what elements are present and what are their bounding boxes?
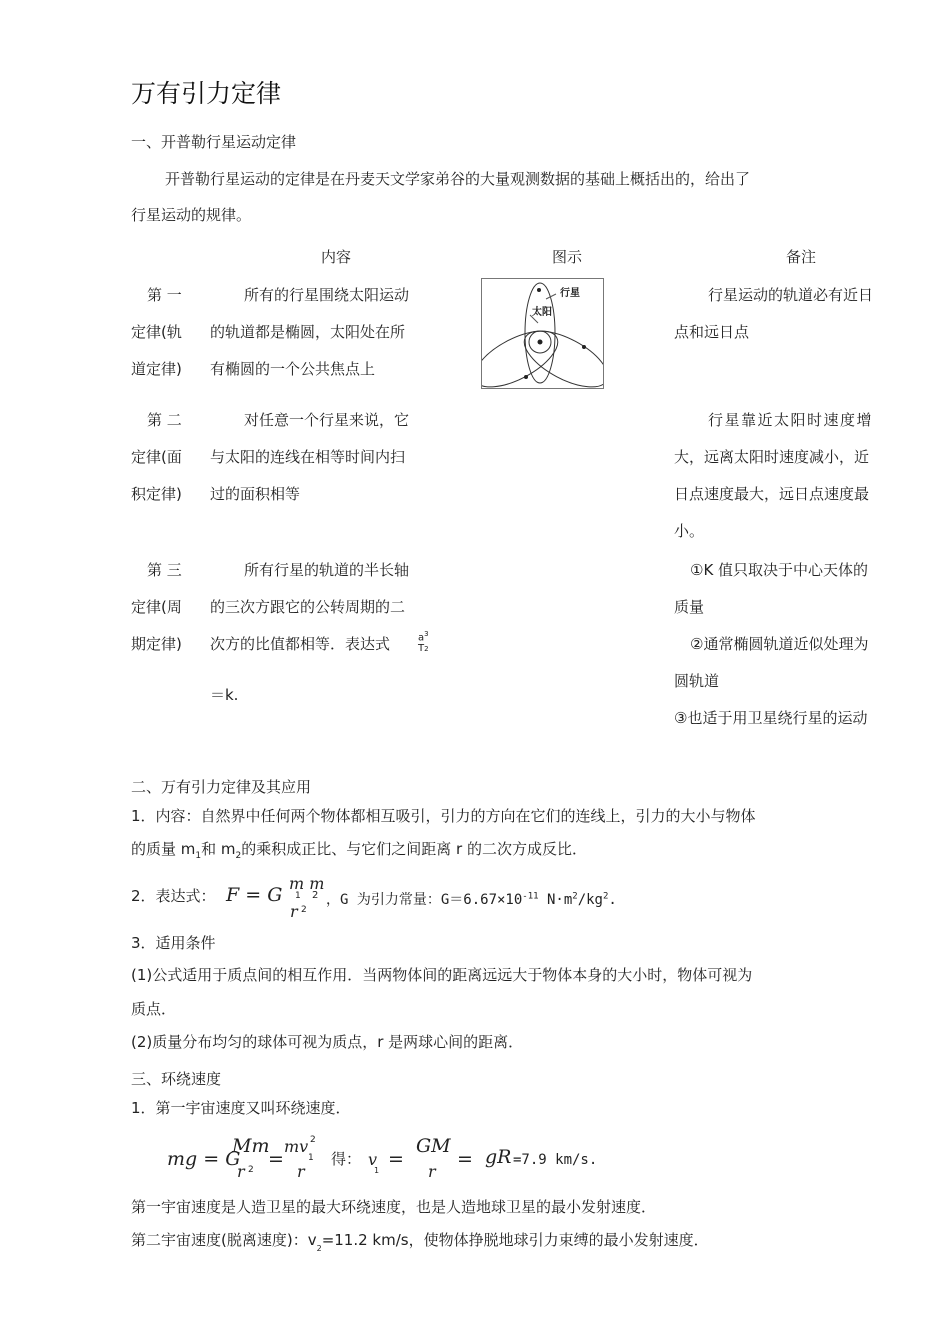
formula-GM: GM [416, 1135, 451, 1157]
row2-note-line4: 小。 [674, 522, 705, 540]
condition1-line1: (1)公式适用于质点间的相互作用．当两物体间的距离远远大于物体本身的大小时，物体可视为 [131, 966, 753, 984]
first-cosmic-velocity-title: 1．第一宇宙速度又叫环绕速度． [131, 1099, 351, 1117]
gravity-formula-sub1: 1 [295, 891, 301, 901]
gravity-formula-label: 2．表达式： [131, 887, 216, 905]
conditions-heading: 3．适用条件 [131, 934, 216, 952]
sun-label: 太阳 [532, 307, 552, 318]
gravity-formula-sub2: 2 [312, 890, 319, 901]
row1-label-line2: 定律(轨 [131, 323, 182, 341]
row2-label-line1: 第 二 [147, 411, 182, 429]
planet-dot-top [537, 288, 541, 292]
planet-dot-bottom [524, 375, 528, 379]
formula-mv-sub: 1 [308, 1153, 314, 1163]
row1-content-line2: 的轨道都是椭圆，太阳处在所 [210, 323, 406, 341]
sun-dot [538, 340, 543, 345]
row3-content-line2: 的三次方跟它的公转周期的二 [210, 598, 406, 616]
row2-label-line3: 积定律) [131, 485, 182, 503]
row3-label-line1: 第 三 [147, 561, 182, 579]
formula-r2-exp: 2 [248, 1165, 254, 1175]
row1-note-line2: 点和远日点 [674, 323, 750, 341]
section3-heading: 三、环绕速度 [131, 1070, 222, 1088]
second-cosmic-velocity: 第二宇宙速度(脱离速度)：$v_2=11.2$ km/s，使物体挣脱地球引力束缚的最小发射速度． [131, 1231, 709, 1253]
section1-intro-line1: 开普勒行星运动的定律是在丹麦天文学家弟谷的大量观测数据的基础上概括出的，给出了 [165, 170, 751, 188]
formula-v-sub: 1 [374, 1166, 380, 1175]
formula-mg: mg = G [167, 1148, 241, 1170]
row2-note-line3: 日点速度最大，远日点速度最 [674, 485, 870, 503]
formula-mv-exp: 2 [310, 1135, 316, 1145]
row2-content-line3: 过的面积相等 [210, 485, 301, 503]
row2-note-line1: 行星靠近太阳时速度增 [708, 411, 874, 429]
formula-gR: gR [485, 1146, 512, 1168]
formula-eq3: = [388, 1148, 404, 1170]
formula-eq2: = [268, 1148, 284, 1170]
table-header-note: 备注 [786, 248, 817, 266]
row3-label-line3: 期定律) [131, 635, 182, 653]
row3-content-line1: 所有行星的轨道的半长轴 [244, 561, 410, 579]
formula-de: 得： [331, 1150, 362, 1168]
formula-eq4: = [457, 1148, 473, 1170]
orbit-right [516, 320, 603, 388]
row3-note-line2: 质量 [674, 598, 705, 616]
formula-Mm: Mm [232, 1135, 270, 1157]
row3-note-line1: ①K 值只取决于中心天体的 [690, 561, 869, 579]
formula-result: =7.9 km/s. [513, 1152, 598, 1168]
row2-label-line2: 定律(面 [131, 448, 182, 466]
gravity-content-line2: 的质量 $m_1$和 $m_2$的乘积成正比、与它们之间距离 r 的二次方成反比． [131, 840, 587, 861]
row3-note-line5: ③也适于用卫星绕行星的运动 [674, 709, 868, 727]
formula-r3: r [428, 1162, 436, 1181]
planet-dot-right [582, 345, 586, 349]
section2-heading: 二、万有引力定律及其应用 [131, 778, 312, 796]
gravity-constant: ，G 为引力常量：$G=6.67\times 10^{-11}$ $N\cdot m^2/kg^2$. [326, 891, 617, 908]
orbit-diagram [482, 279, 603, 388]
row2-note-line2: 大，远离太阳时速度减小，近 [674, 448, 870, 466]
row3-note-line3: ②通常椭圆轨道近似处理为 [690, 635, 869, 653]
row1-label-line3: 道定律) [131, 360, 182, 378]
table-header-figure: 图示 [552, 248, 583, 266]
formula-r2: r [237, 1162, 245, 1181]
kepler-ratio-formula: $a^3$ T2 [418, 630, 429, 655]
orbit-left [482, 320, 566, 388]
row1-content-line3: 有椭圆的一个公共焦点上 [210, 360, 376, 378]
row3-content-line3: 次方的比值都相等．表达式 [210, 635, 391, 653]
gravity-formula-numerator: m m [289, 874, 325, 893]
gravity-content-line1: 1．内容：自然界中任何两个物体都相互吸引，引力的方向在它们的连线上，引力的大小与物体 [131, 807, 756, 825]
row3-label-line2: 定律(周 [131, 598, 182, 616]
row1-label-line1: 第 一 [147, 286, 182, 304]
gravity-formula-denominator: r [290, 902, 298, 921]
table-header-content: 内容 [321, 248, 352, 266]
section1-heading: 一、开普勒行星运动定律 [131, 133, 297, 151]
gravity-formula-lhs: F = G [226, 884, 283, 906]
row2-content-line1: 对任意一个行星来说，它 [244, 411, 410, 429]
planet-label: 行星 [560, 288, 580, 299]
formula-r: r [297, 1162, 305, 1181]
row3-content-line4: ＝k. [210, 686, 239, 704]
section1-intro-line2: 行星运动的规律。 [131, 206, 252, 224]
gravity-formula-den-exp: 2 [301, 905, 307, 915]
condition2: (2)质量分布均匀的球体可视为质点，r 是两球心间的距离． [131, 1033, 524, 1051]
condition1-line2: 质点． [131, 1000, 177, 1018]
page-title: 万有引力定律 [131, 79, 282, 108]
formula-v: v [368, 1150, 378, 1169]
first-cosmic-velocity-note: 第一宇宙速度是人造卫星的最大环绕速度，也是人造地球卫星的最小发射速度． [131, 1198, 657, 1216]
kepler-orbit-figure [481, 278, 604, 389]
row2-content-line2: 与太阳的连线在相等时间内扫 [210, 448, 406, 466]
row1-note-line1: 行星运动的轨道必有近日 [708, 286, 874, 304]
row3-note-line4: 圆轨道 [674, 672, 720, 690]
row1-content-line1: 所有的行星围绕太阳运动 [244, 286, 410, 304]
formula-mv: mv [284, 1137, 309, 1156]
